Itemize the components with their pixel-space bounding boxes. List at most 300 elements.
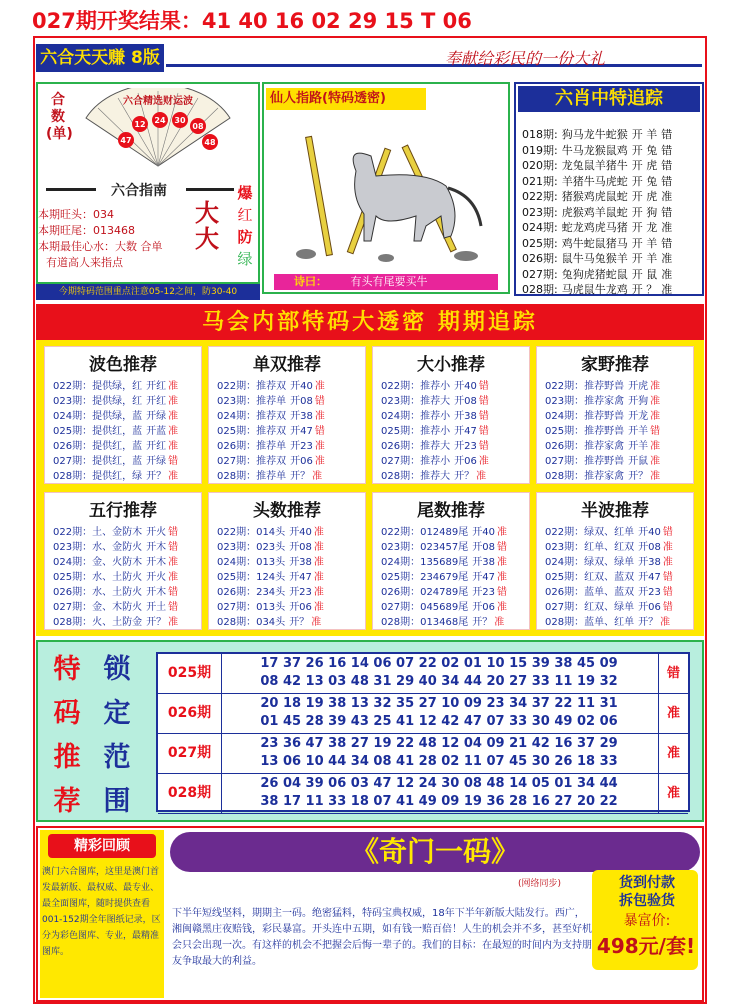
recommend-card — [44, 346, 202, 484]
row-open: 开40 — [290, 381, 313, 392]
row-open: 开47 — [454, 426, 477, 437]
row-result: 准 — [497, 602, 507, 613]
zodiac-p: 021期: — [522, 174, 558, 188]
row-result: 准 — [650, 411, 661, 422]
row-result: 准 — [312, 471, 323, 482]
row-open: 开？ — [290, 471, 311, 482]
tema-period: 027期 — [158, 734, 222, 773]
zodiac-r: 错 — [661, 174, 673, 188]
row-result: 错 — [478, 381, 489, 392]
row-result: 错 — [478, 411, 489, 422]
card-row — [53, 568, 178, 583]
card-title: 家野推荐 — [581, 355, 649, 375]
vertical-tip — [234, 182, 256, 270]
row-open: 开？ — [289, 617, 310, 628]
zodiac-o: 开 鼠 — [631, 267, 658, 281]
card-row — [53, 392, 178, 407]
zodiac-z: 狗马龙牛蛇猴 — [561, 128, 628, 141]
zodiac-p: 020期: — [522, 159, 558, 172]
recommend-card — [372, 492, 530, 630]
row-open: 开红 — [146, 396, 167, 407]
zodiac-r: 准 — [661, 267, 673, 281]
tema-period: 026期 — [158, 694, 222, 733]
row-pick: 028期：013468尾 — [381, 617, 469, 628]
row-result: 准 — [313, 587, 324, 598]
row-open: 开08 — [454, 396, 477, 407]
card-row — [381, 407, 489, 422]
row-open: 开？ — [454, 471, 475, 482]
row-open: 开08 — [472, 542, 495, 553]
tema-row — [158, 694, 688, 734]
row-pick: 022期：推荐双 — [217, 381, 287, 392]
card-row — [381, 523, 507, 538]
row-open: 开羊 — [628, 426, 649, 437]
tema-result: 准 — [658, 774, 688, 813]
poem-bar — [274, 274, 498, 290]
row-pick: 024期：推荐野兽 — [545, 411, 625, 422]
row-open: 开？ — [146, 617, 167, 628]
row-pick: 027期：推荐野兽 — [545, 456, 625, 467]
zodiac-o: 开 兔 — [631, 174, 658, 188]
card-row — [381, 568, 507, 583]
tr-1: 锁 — [103, 654, 131, 685]
card-row — [381, 583, 507, 598]
row-result: 准 — [168, 426, 179, 437]
fan-ball-5: 47 — [120, 136, 132, 145]
tl-3: 推 — [53, 742, 81, 773]
brand-title: 六合天天赚 8版 — [36, 44, 164, 72]
card-row — [217, 377, 325, 392]
row-open: 开38 — [472, 557, 495, 568]
slogan: 奉献给彩民的一份大礼 — [444, 49, 605, 68]
card-row — [545, 467, 660, 482]
card-row — [545, 407, 660, 422]
card-row — [217, 467, 322, 482]
row-pick: 026期：234头 — [217, 587, 286, 598]
card-row — [53, 553, 178, 568]
card-row — [217, 568, 324, 583]
card-title: 尾数推荐 — [417, 501, 485, 521]
row-result: 准 — [311, 617, 322, 628]
row-pick: 025期：124头 — [217, 572, 286, 583]
row-pick: 028期：034头 — [217, 617, 286, 628]
v-char-2: 红 — [237, 206, 253, 224]
big-char: 大大 — [195, 199, 219, 253]
row-pick: 027期：045689尾 — [381, 602, 469, 613]
row-pick: 028期：推荐大 — [381, 471, 451, 482]
horse-illustration — [276, 116, 498, 266]
odd-label: 合数(单) — [46, 92, 73, 142]
card-row — [381, 613, 504, 628]
tema-row — [158, 654, 688, 694]
row-result: 准 — [650, 441, 661, 452]
row-open: 开绿 — [146, 456, 167, 467]
guide-line-right — [186, 188, 234, 191]
tema-numbers-2: 08 42 13 03 48 31 29 40 34 44 20 27 33 11 19 32 — [260, 674, 618, 689]
card-row — [217, 613, 321, 628]
card-row — [217, 553, 324, 568]
row-open: 开47 — [472, 572, 495, 583]
row-open: 开06 — [472, 602, 495, 613]
row-pick: 025期：推荐双 — [217, 426, 287, 437]
row-open: 开绿 — [146, 411, 167, 422]
fan-graphic — [78, 88, 238, 168]
row-open: 开？ — [628, 471, 649, 482]
row-open: 开40 — [472, 527, 495, 538]
row-result: 准 — [313, 542, 324, 553]
card-row — [217, 407, 325, 422]
result-text: 027期开奖结果：41 40 16 02 29 15 T 06 — [32, 9, 472, 33]
card-row — [545, 377, 660, 392]
row-result: 错 — [168, 542, 179, 553]
row-pick: 028期：推荐单 — [217, 471, 287, 482]
zodiac-o: 开 羊 — [631, 236, 658, 250]
zodiac-p: 023期: — [522, 205, 558, 219]
row-pick: 024期：135689尾 — [381, 557, 469, 568]
zodiac-row — [522, 188, 672, 204]
zodiac-z: 羊猪牛马虎蛇 — [561, 174, 628, 188]
row-pick: 026期：推荐单 — [217, 441, 287, 452]
card-row — [545, 538, 673, 553]
row-open: 开龙 — [628, 411, 649, 422]
card-title: 半波推荐 — [581, 501, 649, 521]
fan-ball-6: 48 — [204, 138, 216, 147]
zodiac-p: 019期: — [522, 143, 558, 157]
tema-numbers-1: 20 18 19 38 13 32 35 27 10 09 23 34 37 22 11 31 — [260, 696, 618, 711]
row-result: 准 — [168, 411, 179, 422]
row-result: 准 — [313, 572, 324, 583]
zodiac-p: 028期: — [522, 283, 558, 296]
row-pick: 026期：推荐家禽 — [545, 441, 625, 452]
fan-ball-3: 30 — [174, 116, 186, 125]
card-row — [381, 538, 507, 553]
row-open: 开06 — [454, 456, 477, 467]
row-open: 开38 — [638, 557, 661, 568]
row-pick: 022期：推荐小 — [381, 381, 451, 392]
card-row — [53, 422, 178, 437]
fan-ball-4: 08 — [192, 122, 204, 131]
row-open: 开40 — [638, 527, 661, 538]
hot-tail: 本期旺尾：013468 — [38, 224, 135, 237]
row-pick: 027期：推荐双 — [217, 456, 287, 467]
row-pick: 027期：013头 — [217, 602, 286, 613]
mahui-banner: 马会内部特码大透密 期期追踪 — [36, 304, 704, 340]
row-pick: 023期：推荐家禽 — [545, 396, 625, 407]
zodiac-row — [522, 126, 672, 142]
row-pick: 023期：提供绿，红 — [53, 396, 143, 407]
row-result: 准 — [497, 572, 507, 583]
card-row — [53, 377, 178, 392]
row-pick: 022期：推荐野兽 — [545, 381, 625, 392]
row-open: 开38 — [289, 557, 312, 568]
card-title: 波色推荐 — [89, 355, 157, 375]
tr-4: 围 — [103, 786, 131, 817]
card-row — [381, 553, 507, 568]
row-pick: 025期：水、土防火 — [53, 572, 143, 583]
tema-left-text — [44, 648, 90, 824]
row-pick: 023期：推荐大 — [381, 396, 451, 407]
card-row — [217, 583, 324, 598]
row-pick: 027期：推荐小 — [381, 456, 451, 467]
row-result: 准 — [478, 456, 489, 467]
zodiac-title: 六肖中特追踪 — [518, 86, 700, 112]
tema-table — [156, 652, 690, 812]
row-result: 准 — [168, 557, 179, 568]
row-result: 准 — [313, 527, 324, 538]
row-open: 开狗 — [628, 396, 649, 407]
zodiac-row — [522, 173, 672, 189]
row-result: 准 — [662, 542, 673, 553]
card-row — [381, 377, 489, 392]
fan-ball-1: 12 — [134, 120, 146, 129]
price-line-1 — [600, 874, 694, 910]
row-result: 准 — [168, 617, 179, 628]
row-result: 准 — [476, 471, 487, 482]
zodiac-row — [522, 157, 672, 173]
zodiac-p: 018期: — [522, 128, 558, 141]
guide-title: 六合指南 — [111, 183, 167, 199]
tema-numbers-1: 26 04 39 06 03 47 12 24 30 08 48 14 05 01 34 44 — [260, 776, 618, 791]
qimen-body: 下半年短线坚料，期期主一码。绝密猛料，特码宝典权威，18年下半年新版大陆发行。西广，湘闽赣黑庄夜赔钱，彩民暴富。开头连中五期，如有钱一赔百倍！人生的机会并不多，甚至好机会只会出现一次。有这样的机会不把握会后悔一辈子的。我们的目标：在最短的时间内为支持朋友争取最大的利益。 — [172, 908, 592, 967]
zodiac-o: 开 龙 — [631, 221, 658, 234]
zodiac-o: 开 羊 — [631, 252, 658, 265]
row-result: 错 — [662, 527, 673, 538]
recommend-card — [372, 346, 530, 484]
row-pick: 022期：014头 — [217, 527, 286, 538]
zodiac-row — [522, 250, 672, 266]
v-char-1: 爆 — [237, 184, 253, 202]
row-result: 错 — [662, 587, 673, 598]
card-row — [545, 523, 673, 538]
row-pick: 023期：023457尾 — [381, 542, 469, 553]
tema-period: 025期 — [158, 654, 222, 693]
tema-right-text — [94, 648, 140, 824]
v-char-3: 防 — [237, 228, 253, 246]
zodiac-row — [522, 235, 672, 251]
v-char-4: 绿 — [237, 250, 253, 268]
row-result: 错 — [497, 542, 507, 553]
recommend-card — [536, 346, 694, 484]
row-open: 开？ — [146, 471, 167, 482]
row-pick: 022期：绿双、红单 — [545, 527, 635, 538]
row-pick: 026期：蓝单、蓝双 — [545, 587, 635, 598]
row-result: 准 — [314, 441, 325, 452]
row-pick: 022期：提供绿，红 — [53, 381, 143, 392]
tr-2: 定 — [103, 698, 131, 729]
row-open: 开38 — [290, 411, 313, 422]
zodiac-z: 鼠牛马兔猴羊 — [561, 252, 628, 265]
row-pick: 024期：推荐小 — [381, 411, 451, 422]
card-row — [217, 392, 325, 407]
row-pick: 025期：红双、蓝双 — [545, 572, 635, 583]
zodiac-z: 鸡牛蛇鼠猪马 — [561, 236, 628, 250]
card-row — [53, 583, 178, 598]
card-row — [545, 437, 660, 452]
zodiac-z: 龙兔鼠羊猪牛 — [561, 159, 628, 172]
row-pick: 023期：水、金防火 — [53, 542, 143, 553]
row-open: 开木 — [146, 557, 167, 568]
row-result: 准 — [662, 557, 673, 568]
row-open: 开23 — [638, 587, 661, 598]
row-open: 开虎 — [628, 381, 649, 392]
card-row — [53, 613, 178, 628]
row-result: 准 — [168, 572, 179, 583]
zodiac-r: 错 — [661, 128, 673, 141]
row-pick: 028期：火、土防金 — [53, 617, 143, 628]
row-pick: 028期：蓝单、红单 — [545, 617, 635, 628]
row-open: 开23 — [454, 441, 477, 452]
row-result: 错 — [314, 426, 325, 437]
network-sync: (网络同步) — [518, 879, 562, 889]
row-result: 准 — [314, 411, 325, 422]
row-open: 开火 — [146, 572, 167, 583]
row-pick: 023期：023头 — [217, 542, 286, 553]
zodiac-o: 开 ？ — [631, 283, 658, 296]
card-row — [545, 452, 660, 467]
card-row — [53, 598, 178, 613]
tl-2: 码 — [53, 698, 81, 729]
row-pick: 026期：水、土防火 — [53, 587, 143, 598]
tema-result: 准 — [658, 694, 688, 733]
row-pick: 026期：提供红，蓝 — [53, 441, 143, 452]
card-row — [53, 407, 178, 422]
tl-1: 特 — [53, 654, 81, 685]
row-result: 准 — [313, 557, 324, 568]
poem-label: 诗曰： — [294, 275, 327, 288]
card-title: 五行推荐 — [89, 501, 157, 521]
card-row — [217, 437, 325, 452]
row-result: 错 — [662, 602, 673, 613]
card-row — [53, 437, 178, 452]
recommend-card — [208, 492, 366, 630]
card-row — [381, 467, 486, 482]
row-pick: 022期：土、金防木 — [53, 527, 143, 538]
card-row — [217, 452, 325, 467]
row-open: 开06 — [289, 602, 312, 613]
zodiac-p: 026期: — [522, 252, 558, 265]
zodiac-r: 错 — [661, 143, 673, 157]
row-result: 错 — [168, 587, 179, 598]
card-row — [53, 523, 178, 538]
row-open: 开06 — [638, 602, 661, 613]
zodiac-o: 开 狗 — [631, 205, 658, 219]
zodiac-p: 022期: — [522, 190, 558, 203]
card-title: 头数推荐 — [253, 501, 321, 521]
card-row — [381, 452, 489, 467]
zodiac-row — [522, 142, 672, 158]
row-result: 准 — [168, 441, 179, 452]
tema-numbers-2: 38 17 11 33 18 07 41 49 09 19 36 28 16 27 20 22 — [260, 794, 618, 809]
zodiac-r: 准 — [661, 252, 673, 265]
row-open: 开？ — [638, 617, 659, 628]
row-pick: 027期：提供红，蓝 — [53, 456, 143, 467]
tema-row — [158, 774, 688, 814]
row-pick: 025期：提供红，蓝 — [53, 426, 143, 437]
row-open: 开23 — [290, 441, 313, 452]
zodiac-r: 错 — [661, 159, 673, 172]
row-pick: 026期：024789尾 — [381, 587, 469, 598]
review-text: 澳门六合图库，这里是澳门首发最新版、最权威、最专业、最全面图库，随时提供查看001-152期全年图纸记录，区分为彩色图库、专业，最精准图库。 — [42, 867, 161, 957]
row-result: 错 — [168, 527, 179, 538]
zodiac-row — [522, 281, 672, 297]
header-bar — [0, 0, 740, 34]
row-open: 开蓝 — [146, 426, 167, 437]
card-title: 单双推荐 — [253, 355, 321, 375]
row-open: 开40 — [454, 381, 477, 392]
row-open: 开47 — [638, 572, 661, 583]
zodiac-o: 开 兔 — [631, 143, 658, 157]
tema-numbers-1: 17 37 26 16 14 06 07 22 02 01 10 15 39 38 45 09 — [260, 656, 618, 671]
fan-ball-2: 24 — [154, 116, 166, 125]
row-result: 错 — [497, 587, 507, 598]
row-open: 开23 — [472, 587, 495, 598]
card-row — [545, 553, 673, 568]
zodiac-p: 027期: — [522, 267, 558, 281]
row-result: 准 — [650, 471, 661, 482]
card-row — [381, 422, 489, 437]
price-label: 暴富价: — [623, 913, 671, 929]
row-pick: 022期：012489尾 — [381, 527, 469, 538]
row-result: 准 — [494, 617, 505, 628]
tema-result: 准 — [658, 734, 688, 773]
row-pick: 024期：绿双、绿单 — [545, 557, 635, 568]
card-row — [545, 598, 673, 613]
row-result: 准 — [168, 471, 179, 482]
row-pick: 028期：推荐家禽 — [545, 471, 625, 482]
row-open: 开47 — [290, 426, 313, 437]
zodiac-row — [522, 204, 672, 220]
card-row — [381, 598, 507, 613]
zodiac-r: 准 — [661, 190, 673, 203]
tema-numbers-2: 01 45 28 39 43 25 41 12 42 47 07 33 30 49 02 06 — [260, 714, 618, 729]
card-row — [53, 467, 178, 482]
row-open: 开红 — [146, 381, 167, 392]
card-row — [217, 598, 324, 613]
tip-line: 有道高人来指点 — [46, 256, 123, 269]
zodiac-z: 马虎鼠牛龙鸡 — [561, 283, 628, 296]
zodiac-z: 猪猴鸡虎鼠蛇 — [561, 190, 628, 203]
card-row — [545, 583, 673, 598]
zodiac-z: 牛马龙猴鼠鸡 — [561, 143, 628, 157]
row-result: 错 — [662, 572, 673, 583]
tl-4: 荐 — [53, 786, 81, 817]
review-title: 精彩回顾 — [48, 834, 156, 858]
tema-period: 028期 — [158, 774, 222, 813]
card-row — [217, 523, 324, 538]
card-row — [217, 422, 325, 437]
poem-text: 有头有尾要买牛 — [350, 275, 428, 288]
zodiac-o: 开 羊 — [631, 128, 658, 141]
row-result: 错 — [168, 456, 179, 467]
row-open: 开08 — [290, 396, 313, 407]
row-open: 开木 — [146, 542, 167, 553]
card-row — [381, 392, 489, 407]
row-open: 开鼠 — [628, 456, 649, 467]
row-open: 开火 — [146, 527, 167, 538]
row-pick: 023期：推荐单 — [217, 396, 287, 407]
row-result: 准 — [313, 602, 324, 613]
zodiac-r: 错 — [661, 205, 673, 219]
card-row — [217, 538, 324, 553]
row-pick: 024期：推荐双 — [217, 411, 287, 422]
row-open: 开40 — [289, 527, 312, 538]
zodiac-r: 准 — [661, 221, 673, 234]
row-result: 错 — [168, 602, 179, 613]
row-pick: 027期：红双、绿单 — [545, 602, 635, 613]
card-row — [53, 452, 178, 467]
row-result: 准 — [650, 381, 661, 392]
row-pick: 025期：234679尾 — [381, 572, 469, 583]
